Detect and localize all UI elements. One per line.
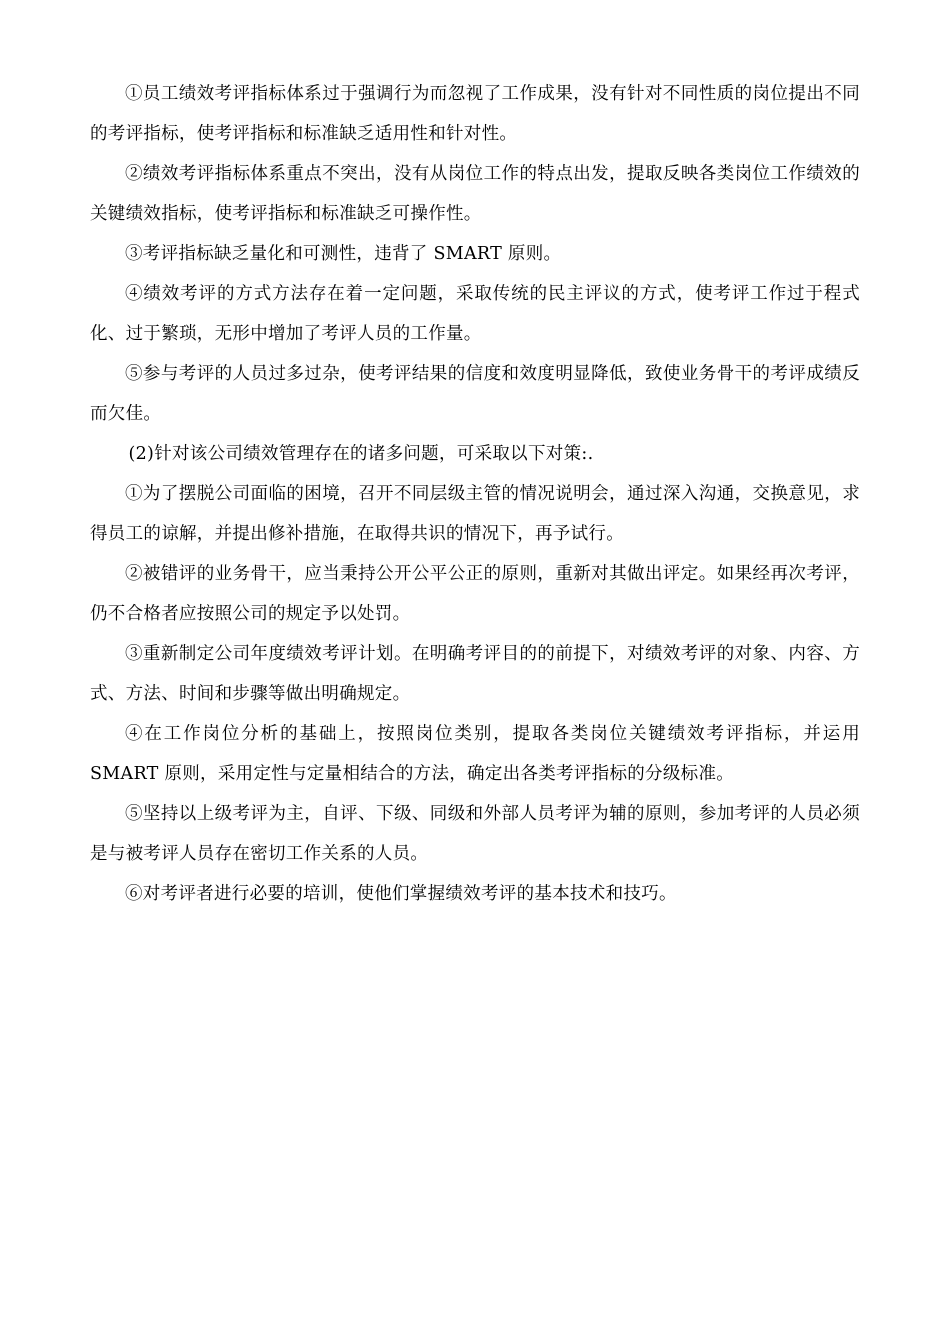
- paragraph-problem-1: ①员工绩效考评指标体系过于强调行为而忽视了工作成果，没有针对不同性质的岗位提出不同的考评指标，使考评指标和标准缺乏适用性和针对性。: [90, 84, 860, 144]
- paragraph-problem-2: ②绩效考评指标体系重点不突出，没有从岗位工作的特点出发，提取反映各类岗位工作绩效的关键绩效指标，使考评指标和标准缺乏可操作性。: [90, 164, 860, 224]
- section-heading-countermeasures: (2)针对该公司绩效管理存在的诸多问题，可采取以下对策:.: [128, 444, 594, 464]
- paragraph-measure-1: ①为了摆脱公司面临的困境，召开不同层级主管的情况说明会，通过深入沟通，交换意见，求得员工的谅解，并提出修补措施，在取得共识的情况下，再予试行。: [90, 484, 860, 544]
- paragraph-problem-3: ③考评指标缺乏量化和可测性，违背了 SMART 原则。: [125, 244, 562, 264]
- paragraph-problem-5: ⑤参与考评的人员过多过杂，使考评结果的信度和效度明显降低，致使业务骨干的考评成绩反而欠佳。: [90, 364, 860, 424]
- paragraph-measure-3: ③重新制定公司年度绩效考评计划。在明确考评目的的前提下，对绩效考评的对象、内容、方式、方法、时间和步骤等做出明确规定。: [90, 644, 860, 704]
- paragraph-measure-5: ⑤坚持以上级考评为主，自评、下级、同级和外部人员考评为辅的原则，参加考评的人员必须是与被考评人员存在密切工作关系的人员。: [90, 804, 860, 864]
- paragraph-measure-4: ④在工作岗位分析的基础上，按照岗位类别，提取各类岗位关键绩效考评指标，并运用SMART 原则，采用定性与定量相结合的方法，确定出各类考评指标的分级标准。: [90, 724, 860, 784]
- paragraph-measure-2: ②被错评的业务骨干，应当秉持公开公平公正的原则，重新对其做出评定。如果经再次考评，仍不合格者应按照公司的规定予以处罚。: [90, 564, 860, 624]
- paragraph-measure-6: ⑥对考评者进行必要的培训，使他们掌握绩效考评的基本技术和技巧。: [125, 884, 677, 904]
- paragraph-problem-4: ④绩效考评的方式方法存在着一定问题，采取传统的民主评议的方式，使考评工作过于程式化、过于繁琐，无形中增加了考评人员的工作量。: [90, 284, 860, 344]
- document-body: [90, 74, 860, 914]
